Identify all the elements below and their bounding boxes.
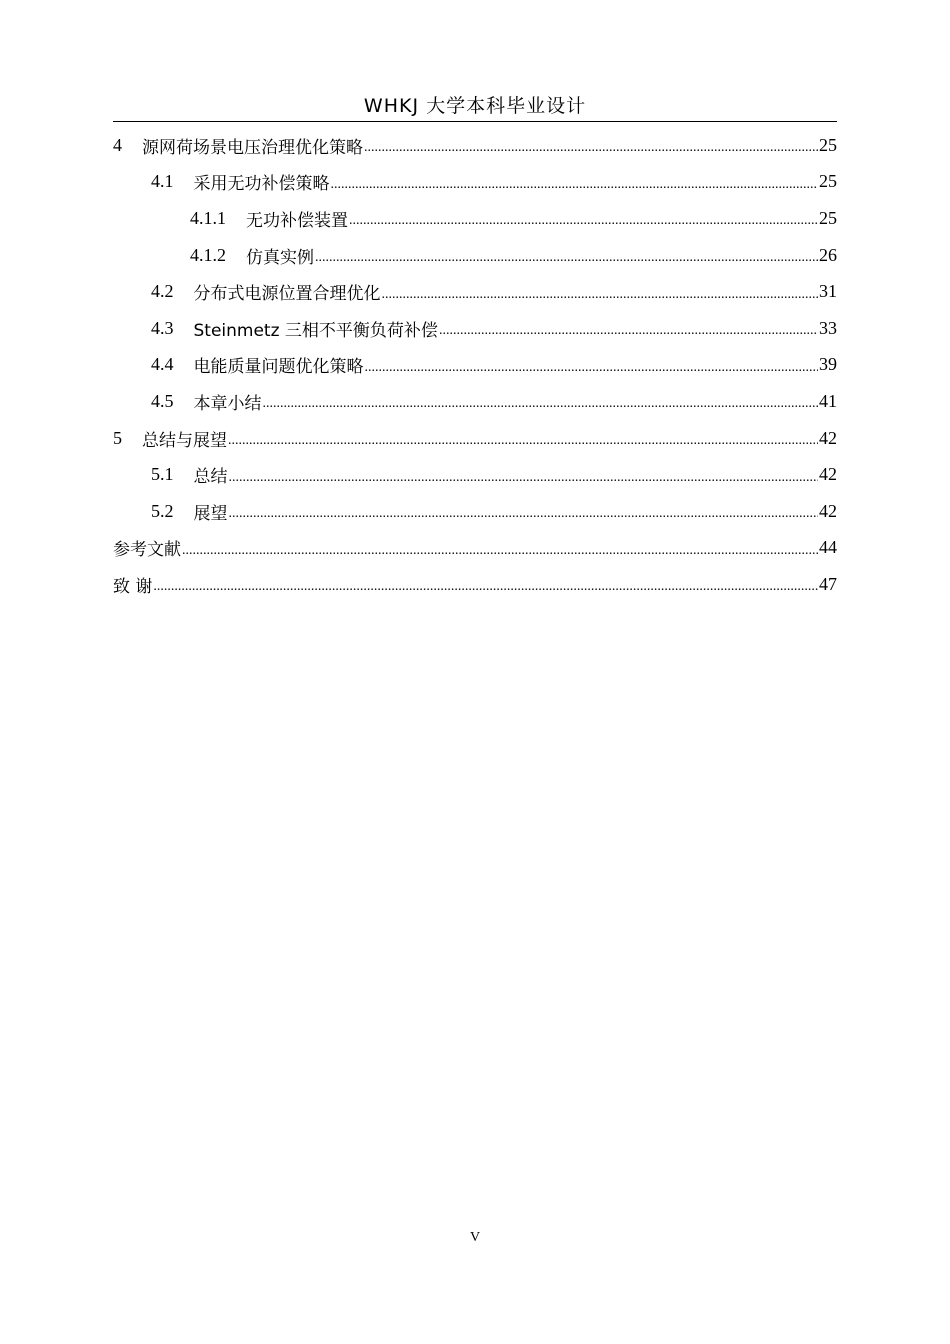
toc-entry-title: 源网荷场景电压治理优化策略 [142, 137, 363, 158]
toc-entry-page: 42 [819, 427, 837, 448]
toc-entry-title: 展望 [193, 503, 228, 524]
toc-entry-title: 参考文献 [113, 540, 181, 561]
table-of-contents [113, 127, 837, 603]
dot-leader [229, 501, 819, 521]
toc-entry-number: 4.5 [151, 390, 174, 411]
toc-entry-4-4[interactable] [113, 347, 837, 384]
dot-leader [331, 172, 819, 192]
dot-leader [153, 574, 818, 594]
toc-entry-references[interactable] [113, 530, 837, 567]
toc-entry-title: 总结 [193, 467, 228, 488]
toc-entry-page: 39 [819, 354, 837, 375]
toc-entry-page: 25 [819, 207, 837, 228]
toc-entry-4-2[interactable] [113, 273, 837, 310]
toc-entry-title: 本章小结 [193, 393, 262, 414]
toc-entry-title: 无功补偿装置 [246, 210, 348, 231]
toc-entry-title: 分布式电源位置合理优化 [193, 284, 381, 305]
toc-entry-title: 仿真实例 [246, 247, 314, 268]
dot-leader [182, 538, 818, 558]
toc-entry-page: 44 [819, 537, 837, 558]
toc-entry-5[interactable] [113, 420, 837, 457]
page-footer [0, 1230, 950, 1246]
toc-entry-page: 47 [819, 573, 837, 594]
toc-entry-page: 33 [819, 317, 837, 338]
toc-entry-number: 4 [113, 134, 122, 155]
dot-leader [315, 245, 818, 265]
toc-entry-title: 电能质量问题优化策略 [193, 357, 364, 378]
toc-entry-number: 5.2 [151, 500, 174, 521]
toc-entry-title: Steinmetz 三相不平衡负荷补偿 [193, 320, 438, 341]
toc-entry-title: 采用无功补偿策略 [193, 174, 330, 195]
dot-leader [382, 282, 819, 302]
toc-entry-4-3[interactable] [113, 310, 837, 347]
dot-leader [229, 465, 819, 485]
toc-entry-page: 26 [819, 244, 837, 265]
toc-entry-5-1[interactable] [113, 456, 837, 493]
toc-entry-4-1-1[interactable] [113, 200, 837, 237]
dot-leader [364, 135, 818, 155]
page-number: V [469, 1230, 481, 1245]
toc-entry-number: 5 [113, 427, 122, 448]
dot-leader [263, 391, 819, 411]
dot-leader [365, 355, 819, 375]
toc-entry-page: 31 [819, 281, 837, 302]
toc-entry-page: 41 [819, 390, 837, 411]
toc-entry-page: 25 [819, 134, 837, 155]
dot-leader [439, 318, 818, 338]
toc-entry-acknowledgements[interactable] [113, 566, 837, 603]
toc-entry-title: 致 谢 [113, 576, 153, 597]
page-header [113, 92, 837, 122]
toc-entry-page: 42 [819, 464, 837, 485]
toc-entry-number: 4.4 [151, 354, 174, 375]
header-title: WHKJ 大学本科毕业设计 [363, 95, 587, 117]
toc-entry-number: 4.2 [151, 281, 174, 302]
toc-entry-4-1-2[interactable] [113, 237, 837, 274]
toc-entry-4-1[interactable] [113, 164, 837, 201]
toc-entry-number: 4.1 [151, 171, 174, 192]
toc-entry-number: 4.3 [151, 317, 174, 338]
dot-leader [349, 208, 818, 228]
toc-entry-5-2[interactable] [113, 493, 837, 530]
toc-entry-page: 42 [819, 500, 837, 521]
toc-entry-number: 5.1 [151, 464, 174, 485]
toc-entry-number: 4.1.1 [190, 207, 226, 228]
toc-entry-title: 总结与展望 [142, 430, 227, 451]
toc-entry-4[interactable] [113, 127, 837, 164]
toc-entry-number: 4.1.2 [190, 244, 226, 265]
toc-entry-4-5[interactable] [113, 383, 837, 420]
toc-entry-page: 25 [819, 171, 837, 192]
dot-leader [228, 428, 818, 448]
